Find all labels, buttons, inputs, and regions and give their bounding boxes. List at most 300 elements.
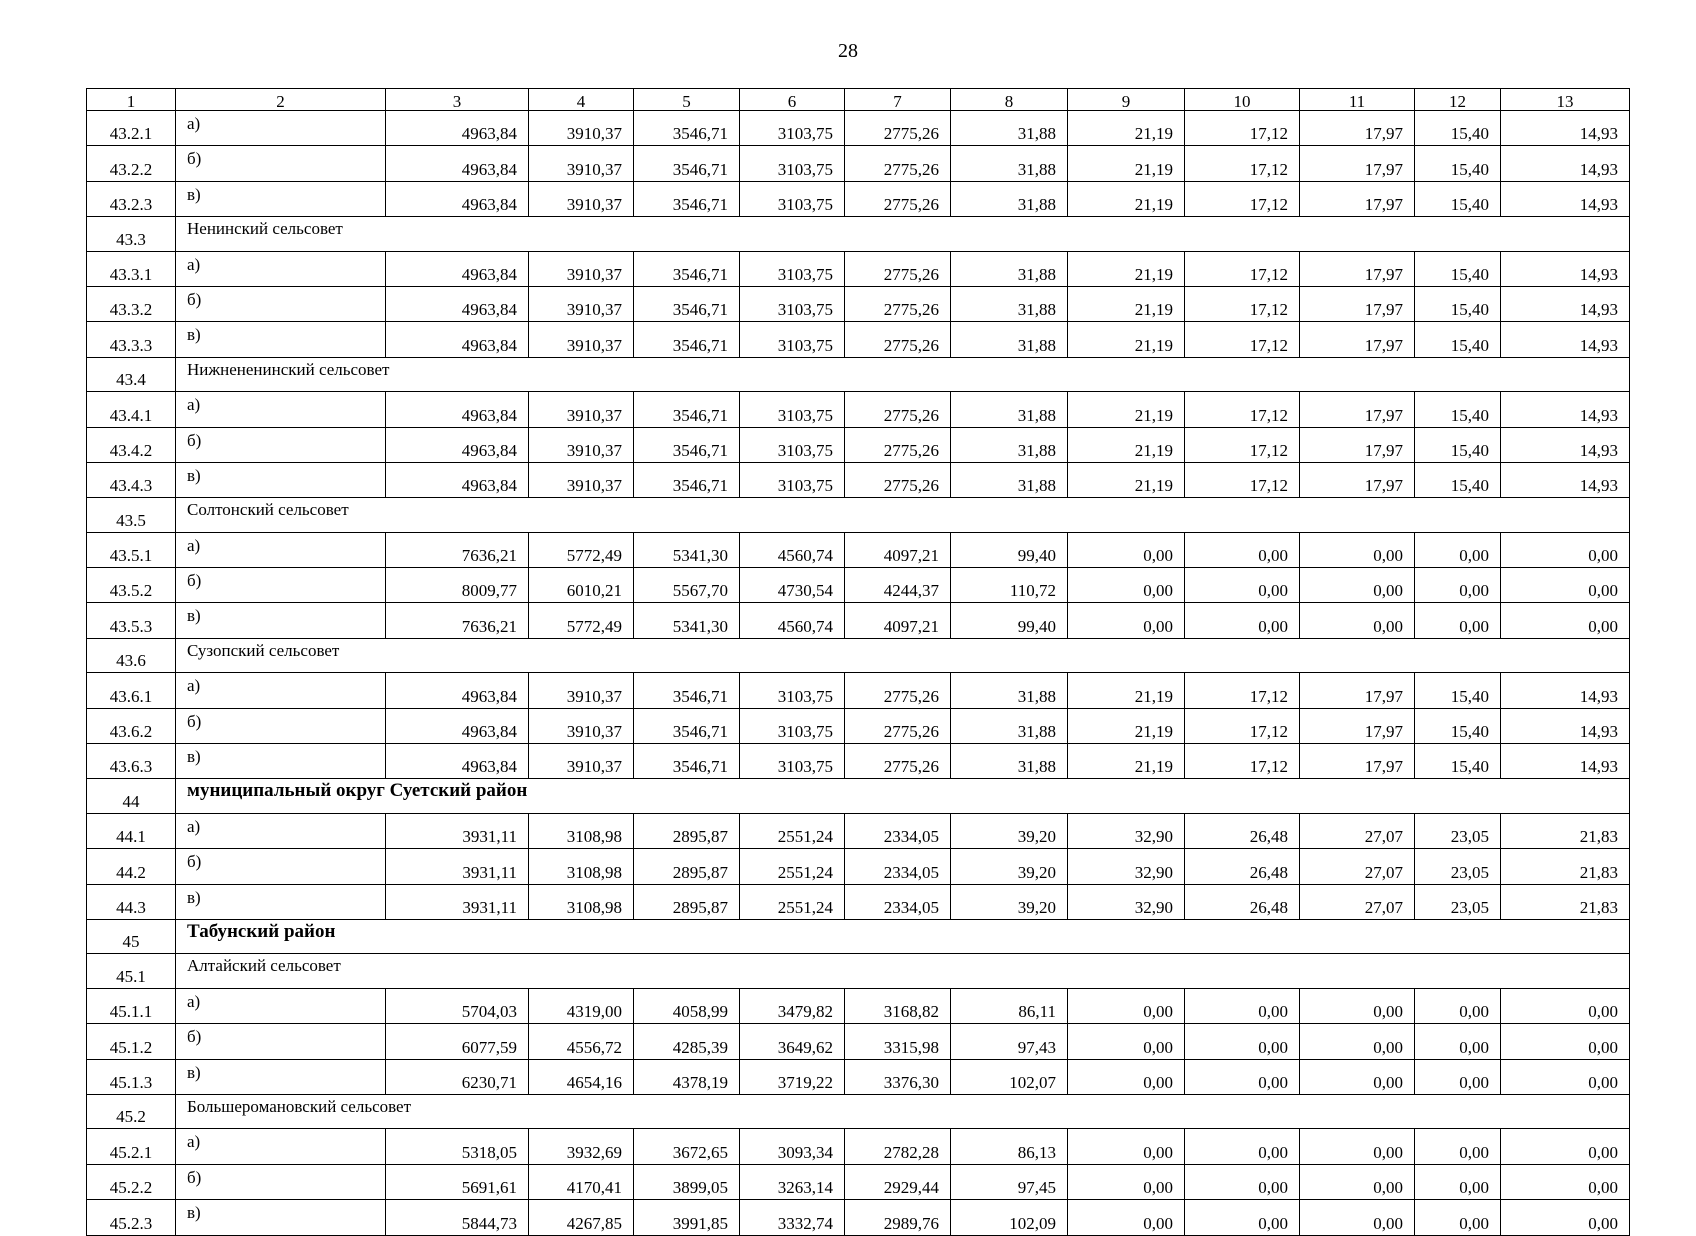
value-cell-col-3: 8009,77 <box>386 568 529 603</box>
value-cell-col-9: 0,00 <box>1068 988 1185 1023</box>
value-cell-col-13: 14,93 <box>1501 392 1630 427</box>
value-cell-col-12: 0,00 <box>1415 1059 1501 1094</box>
row-code: 45.1 <box>87 954 176 988</box>
value-cell-col-11: 17,97 <box>1300 111 1415 146</box>
value-cell-col-4: 3910,37 <box>529 146 634 181</box>
value-cell-col-5: 3546,71 <box>634 462 740 497</box>
value-cell-col-5: 5341,30 <box>634 532 740 567</box>
table-row <box>87 146 1630 181</box>
value-cell-col-13: 14,93 <box>1501 427 1630 462</box>
row-code: 44.2 <box>87 849 176 884</box>
value-cell-col-10: 17,12 <box>1185 251 1300 286</box>
value-cell-col-11: 17,97 <box>1300 462 1415 497</box>
value-cell-col-11: 0,00 <box>1300 568 1415 603</box>
value-cell-col-13: 0,00 <box>1501 532 1630 567</box>
value-cell-col-6: 3719,22 <box>740 1059 845 1094</box>
value-cell-col-6: 3103,75 <box>740 673 845 708</box>
value-cell-col-6: 3103,75 <box>740 708 845 743</box>
value-cell-col-11: 17,97 <box>1300 181 1415 216</box>
table-row <box>87 322 1630 357</box>
row-variant-label: а) <box>176 392 386 427</box>
value-cell-col-4: 3910,37 <box>529 111 634 146</box>
value-cell-col-4: 3910,37 <box>529 427 634 462</box>
value-cell-col-8: 97,43 <box>951 1024 1068 1059</box>
value-cell-col-12: 0,00 <box>1415 603 1501 638</box>
section-title: Нижнененинский сельсовет <box>176 357 1630 391</box>
table-row <box>87 988 1630 1023</box>
row-variant-label: в) <box>176 744 386 779</box>
value-cell-col-13: 0,00 <box>1501 568 1630 603</box>
row-code: 43.5.3 <box>87 603 176 638</box>
value-cell-col-11: 17,97 <box>1300 286 1415 321</box>
value-cell-col-5: 3546,71 <box>634 111 740 146</box>
value-cell-col-13: 21,83 <box>1501 813 1630 848</box>
table-row <box>87 708 1630 743</box>
value-cell-col-12: 15,40 <box>1415 708 1501 743</box>
value-cell-col-12: 23,05 <box>1415 849 1501 884</box>
value-cell-col-9: 32,90 <box>1068 813 1185 848</box>
value-cell-col-8: 31,88 <box>951 708 1068 743</box>
value-cell-col-9: 21,19 <box>1068 146 1185 181</box>
row-variant-label: б) <box>176 708 386 743</box>
value-cell-col-7: 2775,26 <box>845 251 951 286</box>
value-cell-col-5: 3546,71 <box>634 427 740 462</box>
value-cell-col-10: 17,12 <box>1185 181 1300 216</box>
value-cell-col-9: 0,00 <box>1068 1059 1185 1094</box>
value-cell-col-6: 3093,34 <box>740 1129 845 1164</box>
value-cell-col-4: 4654,16 <box>529 1059 634 1094</box>
value-cell-col-3: 4963,84 <box>386 673 529 708</box>
value-cell-col-7: 2775,26 <box>845 111 951 146</box>
value-cell-col-11: 0,00 <box>1300 988 1415 1023</box>
value-cell-col-6: 4730,54 <box>740 568 845 603</box>
column-header: 8 <box>951 89 1068 111</box>
value-cell-col-11: 17,97 <box>1300 251 1415 286</box>
value-cell-col-8: 86,11 <box>951 988 1068 1023</box>
value-cell-col-6: 2551,24 <box>740 813 845 848</box>
value-cell-col-12: 23,05 <box>1415 813 1501 848</box>
value-cell-col-3: 5704,03 <box>386 988 529 1023</box>
value-cell-col-8: 97,45 <box>951 1164 1068 1199</box>
value-cell-col-11: 17,97 <box>1300 708 1415 743</box>
row-code: 44.3 <box>87 884 176 919</box>
value-cell-col-6: 3103,75 <box>740 744 845 779</box>
value-cell-col-12: 15,40 <box>1415 286 1501 321</box>
row-code: 43.5 <box>87 498 176 532</box>
value-cell-col-6: 2551,24 <box>740 884 845 919</box>
section-row <box>87 919 1630 953</box>
row-variant-label: а) <box>176 111 386 146</box>
table-row <box>87 286 1630 321</box>
value-cell-col-4: 3910,37 <box>529 322 634 357</box>
value-cell-col-10: 0,00 <box>1185 532 1300 567</box>
value-cell-col-6: 4560,74 <box>740 532 845 567</box>
row-code: 43.3 <box>87 217 176 251</box>
value-cell-col-4: 5772,49 <box>529 532 634 567</box>
row-variant-label: б) <box>176 1164 386 1199</box>
value-cell-col-10: 0,00 <box>1185 1024 1300 1059</box>
value-cell-col-7: 2775,26 <box>845 392 951 427</box>
row-code: 43.6.1 <box>87 673 176 708</box>
row-variant-label: в) <box>176 603 386 638</box>
row-code: 44 <box>87 779 176 813</box>
value-cell-col-5: 3546,71 <box>634 251 740 286</box>
table-row <box>87 673 1630 708</box>
value-cell-col-13: 0,00 <box>1501 1164 1630 1199</box>
value-cell-col-3: 3931,11 <box>386 849 529 884</box>
value-cell-col-6: 3649,62 <box>740 1024 845 1059</box>
value-cell-col-4: 3910,37 <box>529 392 634 427</box>
row-code: 43.6.2 <box>87 708 176 743</box>
value-cell-col-9: 21,19 <box>1068 708 1185 743</box>
value-cell-col-10: 17,12 <box>1185 286 1300 321</box>
value-cell-col-10: 0,00 <box>1185 603 1300 638</box>
column-header: 9 <box>1068 89 1185 111</box>
row-code: 45.2.3 <box>87 1200 176 1235</box>
value-cell-col-13: 14,93 <box>1501 673 1630 708</box>
value-cell-col-13: 14,93 <box>1501 286 1630 321</box>
value-cell-col-9: 0,00 <box>1068 1024 1185 1059</box>
value-cell-col-11: 17,97 <box>1300 322 1415 357</box>
value-cell-col-6: 3103,75 <box>740 462 845 497</box>
section-title: Большеромановский сельсовет <box>176 1094 1630 1128</box>
value-cell-col-6: 3103,75 <box>740 146 845 181</box>
value-cell-col-10: 0,00 <box>1185 1200 1300 1235</box>
value-cell-col-8: 31,88 <box>951 392 1068 427</box>
value-cell-col-11: 17,97 <box>1300 392 1415 427</box>
value-cell-col-9: 0,00 <box>1068 1129 1185 1164</box>
value-cell-col-4: 3108,98 <box>529 849 634 884</box>
value-cell-col-8: 102,07 <box>951 1059 1068 1094</box>
value-cell-col-8: 39,20 <box>951 813 1068 848</box>
section-title: муниципальный округ Суетский район <box>176 779 1630 813</box>
section-title: Солтонский сельсовет <box>176 498 1630 532</box>
value-cell-col-12: 0,00 <box>1415 568 1501 603</box>
value-cell-col-3: 4963,84 <box>386 427 529 462</box>
row-variant-label: в) <box>176 1200 386 1235</box>
value-cell-col-4: 3910,37 <box>529 462 634 497</box>
value-cell-col-5: 5567,70 <box>634 568 740 603</box>
value-cell-col-11: 0,00 <box>1300 1024 1415 1059</box>
value-cell-col-3: 4963,84 <box>386 708 529 743</box>
value-cell-col-10: 17,12 <box>1185 146 1300 181</box>
value-cell-col-9: 21,19 <box>1068 427 1185 462</box>
value-cell-col-6: 3103,75 <box>740 251 845 286</box>
value-cell-col-11: 27,07 <box>1300 813 1415 848</box>
value-cell-col-4: 3910,37 <box>529 286 634 321</box>
value-cell-col-8: 31,88 <box>951 322 1068 357</box>
column-header: 12 <box>1415 89 1501 111</box>
column-header: 5 <box>634 89 740 111</box>
value-cell-col-5: 3546,71 <box>634 708 740 743</box>
value-cell-col-7: 2775,26 <box>845 744 951 779</box>
value-cell-col-8: 31,88 <box>951 251 1068 286</box>
row-code: 43.4 <box>87 357 176 391</box>
value-cell-col-8: 39,20 <box>951 849 1068 884</box>
row-code: 45.1.1 <box>87 988 176 1023</box>
value-cell-col-9: 21,19 <box>1068 251 1185 286</box>
value-cell-col-11: 17,97 <box>1300 146 1415 181</box>
value-cell-col-5: 3546,71 <box>634 744 740 779</box>
page-number: 28 <box>838 40 858 62</box>
value-cell-col-8: 39,20 <box>951 884 1068 919</box>
value-cell-col-12: 0,00 <box>1415 1129 1501 1164</box>
value-cell-col-10: 17,12 <box>1185 427 1300 462</box>
row-code: 45 <box>87 919 176 953</box>
value-cell-col-13: 14,93 <box>1501 251 1630 286</box>
table-row <box>87 392 1630 427</box>
row-variant-label: а) <box>176 1129 386 1164</box>
value-cell-col-10: 17,12 <box>1185 322 1300 357</box>
row-variant-label: б) <box>176 146 386 181</box>
row-variant-label: в) <box>176 181 386 216</box>
row-code: 43.3.1 <box>87 251 176 286</box>
value-cell-col-7: 2929,44 <box>845 1164 951 1199</box>
row-code: 45.2.2 <box>87 1164 176 1199</box>
table-row <box>87 603 1630 638</box>
value-cell-col-4: 3910,37 <box>529 708 634 743</box>
value-cell-col-4: 4556,72 <box>529 1024 634 1059</box>
value-cell-col-10: 26,48 <box>1185 884 1300 919</box>
value-cell-col-4: 3108,98 <box>529 813 634 848</box>
table-row <box>87 251 1630 286</box>
value-cell-col-5: 4378,19 <box>634 1059 740 1094</box>
tariff-table <box>86 88 1630 1236</box>
value-cell-col-6: 3103,75 <box>740 111 845 146</box>
value-cell-col-12: 0,00 <box>1415 532 1501 567</box>
value-cell-col-4: 3910,37 <box>529 181 634 216</box>
value-cell-col-8: 31,88 <box>951 286 1068 321</box>
value-cell-col-12: 15,40 <box>1415 181 1501 216</box>
value-cell-col-3: 3931,11 <box>386 813 529 848</box>
value-cell-col-9: 32,90 <box>1068 849 1185 884</box>
value-cell-col-6: 3103,75 <box>740 286 845 321</box>
value-cell-col-6: 3103,75 <box>740 181 845 216</box>
section-title: Алтайский сельсовет <box>176 954 1630 988</box>
row-variant-label: а) <box>176 673 386 708</box>
value-cell-col-3: 4963,84 <box>386 251 529 286</box>
value-cell-col-8: 31,88 <box>951 111 1068 146</box>
value-cell-col-3: 4963,84 <box>386 744 529 779</box>
value-cell-col-4: 4170,41 <box>529 1164 634 1199</box>
row-code: 43.4.2 <box>87 427 176 462</box>
value-cell-col-3: 4963,84 <box>386 111 529 146</box>
table-row <box>87 462 1630 497</box>
value-cell-col-5: 2895,87 <box>634 884 740 919</box>
value-cell-col-4: 5772,49 <box>529 603 634 638</box>
value-cell-col-3: 4963,84 <box>386 286 529 321</box>
value-cell-col-11: 0,00 <box>1300 1200 1415 1235</box>
value-cell-col-13: 21,83 <box>1501 884 1630 919</box>
value-cell-col-11: 27,07 <box>1300 849 1415 884</box>
row-code: 43.2.2 <box>87 146 176 181</box>
value-cell-col-6: 2551,24 <box>740 849 845 884</box>
row-variant-label: б) <box>176 286 386 321</box>
value-cell-col-12: 15,40 <box>1415 146 1501 181</box>
row-variant-label: в) <box>176 1059 386 1094</box>
section-row <box>87 638 1630 672</box>
value-cell-col-10: 0,00 <box>1185 1164 1300 1199</box>
section-row <box>87 1094 1630 1128</box>
section-row <box>87 498 1630 532</box>
value-cell-col-9: 21,19 <box>1068 392 1185 427</box>
value-cell-col-10: 17,12 <box>1185 111 1300 146</box>
value-cell-col-5: 2895,87 <box>634 849 740 884</box>
value-cell-col-4: 3932,69 <box>529 1129 634 1164</box>
value-cell-col-8: 31,88 <box>951 462 1068 497</box>
row-code: 45.1.2 <box>87 1024 176 1059</box>
row-variant-label: в) <box>176 462 386 497</box>
row-code: 43.3.3 <box>87 322 176 357</box>
value-cell-col-3: 5844,73 <box>386 1200 529 1235</box>
row-variant-label: а) <box>176 988 386 1023</box>
row-variant-label: б) <box>176 1024 386 1059</box>
value-cell-col-11: 0,00 <box>1300 532 1415 567</box>
value-cell-col-6: 3103,75 <box>740 322 845 357</box>
value-cell-col-5: 4058,99 <box>634 988 740 1023</box>
value-cell-col-7: 3315,98 <box>845 1024 951 1059</box>
value-cell-col-9: 21,19 <box>1068 744 1185 779</box>
section-row <box>87 779 1630 813</box>
value-cell-col-7: 2334,05 <box>845 884 951 919</box>
table-row <box>87 1200 1630 1235</box>
value-cell-col-11: 0,00 <box>1300 1164 1415 1199</box>
value-cell-col-7: 2989,76 <box>845 1200 951 1235</box>
value-cell-col-4: 6010,21 <box>529 568 634 603</box>
value-cell-col-7: 2775,26 <box>845 322 951 357</box>
table-row <box>87 532 1630 567</box>
value-cell-col-10: 26,48 <box>1185 813 1300 848</box>
value-cell-col-13: 14,93 <box>1501 146 1630 181</box>
value-cell-col-12: 15,40 <box>1415 322 1501 357</box>
value-cell-col-6: 3332,74 <box>740 1200 845 1235</box>
value-cell-col-12: 23,05 <box>1415 884 1501 919</box>
value-cell-col-10: 0,00 <box>1185 988 1300 1023</box>
value-cell-col-7: 4097,21 <box>845 603 951 638</box>
row-code: 43.6.3 <box>87 744 176 779</box>
value-cell-col-8: 31,88 <box>951 181 1068 216</box>
row-code: 43.3.2 <box>87 286 176 321</box>
value-cell-col-10: 0,00 <box>1185 1059 1300 1094</box>
value-cell-col-9: 21,19 <box>1068 673 1185 708</box>
row-code: 43.4.3 <box>87 462 176 497</box>
value-cell-col-8: 102,09 <box>951 1200 1068 1235</box>
row-code: 43.5.2 <box>87 568 176 603</box>
value-cell-col-3: 5691,61 <box>386 1164 529 1199</box>
value-cell-col-7: 2334,05 <box>845 849 951 884</box>
value-cell-col-7: 2782,28 <box>845 1129 951 1164</box>
value-cell-col-9: 32,90 <box>1068 884 1185 919</box>
value-cell-col-7: 2775,26 <box>845 286 951 321</box>
value-cell-col-13: 14,93 <box>1501 708 1630 743</box>
column-header: 2 <box>176 89 386 111</box>
value-cell-col-11: 17,97 <box>1300 673 1415 708</box>
value-cell-col-13: 0,00 <box>1501 603 1630 638</box>
table-row <box>87 813 1630 848</box>
section-row <box>87 217 1630 251</box>
value-cell-col-4: 3910,37 <box>529 744 634 779</box>
value-cell-col-10: 0,00 <box>1185 568 1300 603</box>
value-cell-col-8: 31,88 <box>951 673 1068 708</box>
section-title: Сузопский сельсовет <box>176 638 1630 672</box>
value-cell-col-10: 17,12 <box>1185 462 1300 497</box>
value-cell-col-6: 3103,75 <box>740 392 845 427</box>
value-cell-col-3: 6077,59 <box>386 1024 529 1059</box>
value-cell-col-7: 2775,26 <box>845 462 951 497</box>
value-cell-col-3: 4963,84 <box>386 181 529 216</box>
value-cell-col-9: 21,19 <box>1068 322 1185 357</box>
table-row <box>87 1129 1630 1164</box>
value-cell-col-12: 15,40 <box>1415 251 1501 286</box>
value-cell-col-9: 0,00 <box>1068 603 1185 638</box>
value-cell-col-13: 0,00 <box>1501 988 1630 1023</box>
value-cell-col-8: 99,40 <box>951 532 1068 567</box>
value-cell-col-10: 17,12 <box>1185 708 1300 743</box>
column-header: 10 <box>1185 89 1300 111</box>
value-cell-col-10: 26,48 <box>1185 849 1300 884</box>
row-code: 43.2.1 <box>87 111 176 146</box>
column-header: 4 <box>529 89 634 111</box>
value-cell-col-12: 15,40 <box>1415 673 1501 708</box>
value-cell-col-13: 14,93 <box>1501 462 1630 497</box>
value-cell-col-3: 4963,84 <box>386 462 529 497</box>
row-code: 45.2 <box>87 1094 176 1128</box>
value-cell-col-9: 21,19 <box>1068 462 1185 497</box>
value-cell-col-3: 4963,84 <box>386 392 529 427</box>
value-cell-col-7: 2775,26 <box>845 181 951 216</box>
value-cell-col-8: 31,88 <box>951 744 1068 779</box>
table-row <box>87 427 1630 462</box>
column-header: 6 <box>740 89 845 111</box>
value-cell-col-12: 0,00 <box>1415 1024 1501 1059</box>
row-code: 45.1.3 <box>87 1059 176 1094</box>
section-row <box>87 357 1630 391</box>
value-cell-col-5: 2895,87 <box>634 813 740 848</box>
value-cell-col-3: 3931,11 <box>386 884 529 919</box>
value-cell-col-10: 17,12 <box>1185 392 1300 427</box>
value-cell-col-5: 5341,30 <box>634 603 740 638</box>
value-cell-col-10: 17,12 <box>1185 673 1300 708</box>
value-cell-col-11: 0,00 <box>1300 603 1415 638</box>
value-cell-col-3: 6230,71 <box>386 1059 529 1094</box>
value-cell-col-3: 4963,84 <box>386 146 529 181</box>
value-cell-col-8: 31,88 <box>951 146 1068 181</box>
column-header: 13 <box>1501 89 1630 111</box>
row-variant-label: б) <box>176 568 386 603</box>
value-cell-col-3: 4963,84 <box>386 322 529 357</box>
value-cell-col-7: 2775,26 <box>845 708 951 743</box>
table-row <box>87 1024 1630 1059</box>
row-variant-label: в) <box>176 322 386 357</box>
table-header-row <box>87 89 1630 111</box>
value-cell-col-13: 14,93 <box>1501 744 1630 779</box>
value-cell-col-9: 0,00 <box>1068 532 1185 567</box>
value-cell-col-5: 3546,71 <box>634 673 740 708</box>
value-cell-col-12: 15,40 <box>1415 392 1501 427</box>
value-cell-col-8: 86,13 <box>951 1129 1068 1164</box>
column-header: 3 <box>386 89 529 111</box>
value-cell-col-7: 2775,26 <box>845 673 951 708</box>
value-cell-col-13: 14,93 <box>1501 322 1630 357</box>
value-cell-col-3: 7636,21 <box>386 603 529 638</box>
value-cell-col-11: 17,97 <box>1300 744 1415 779</box>
value-cell-col-9: 21,19 <box>1068 111 1185 146</box>
value-cell-col-12: 0,00 <box>1415 1164 1501 1199</box>
value-cell-col-4: 4267,85 <box>529 1200 634 1235</box>
table-row <box>87 884 1630 919</box>
value-cell-col-7: 3168,82 <box>845 988 951 1023</box>
value-cell-col-11: 0,00 <box>1300 1059 1415 1094</box>
